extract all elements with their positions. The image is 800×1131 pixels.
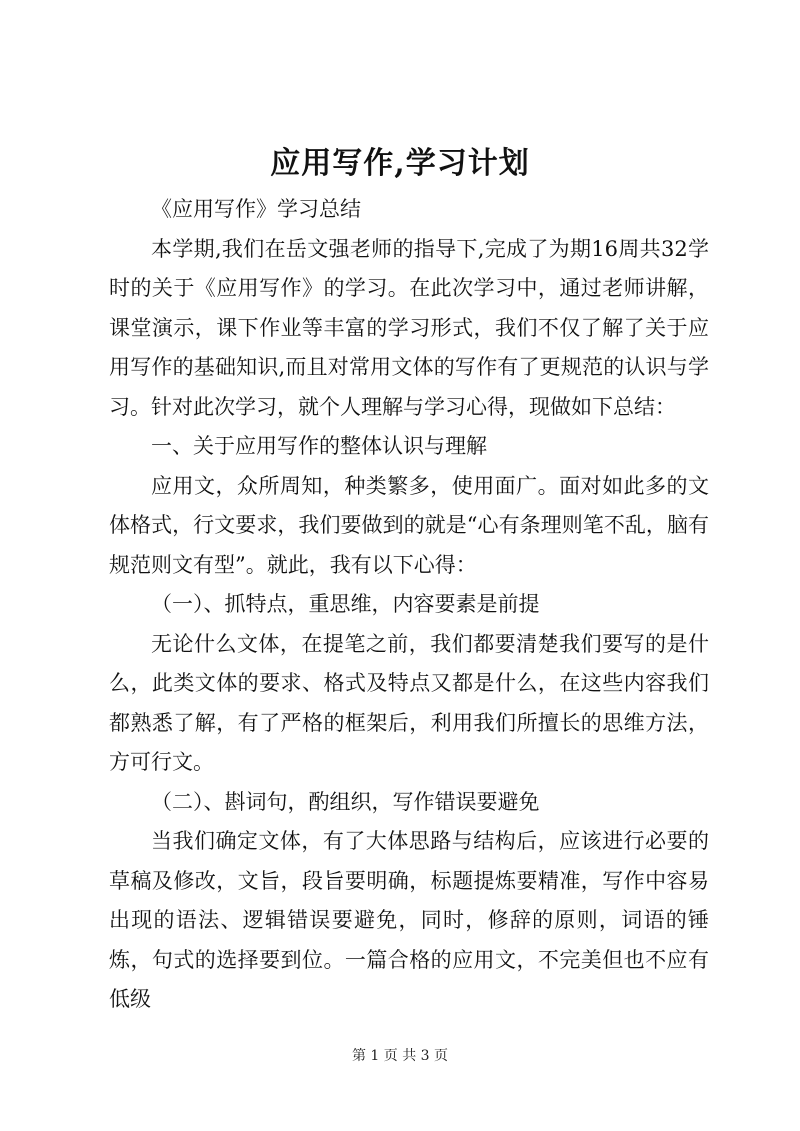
page-number-footer: 第 1 页 共 3 页 bbox=[351, 1048, 449, 1064]
paragraph-subsection-1: 无论什么文体，在提笔之前，我们都要清楚我们要写的是什么，此类文体的要求、格式及特点又都是什么，在这些内容我们都熟悉了解，有了严格的框架后，利用我们所擅长的思维方法，方可行文。 bbox=[109, 631, 709, 774]
section-heading-1: 一、关于应用写作的整体认识与理解 bbox=[151, 434, 487, 458]
paragraph-section-1: 应用文，众所周知，种类繁多，使用面广。面对如此多的文体格式，行文要求，我们要做到的就是“心有条理则笔不乱，脑有规范则文有型”。就此，我有以下心得： bbox=[109, 473, 709, 577]
subsection-heading-2: （二）、斟词句，酌组织，写作错误要避免 bbox=[151, 789, 540, 814]
paragraph-subtitle: 《应用写作》学习总结 bbox=[151, 197, 361, 221]
document-title: 应用写作,学习计划 bbox=[270, 146, 530, 181]
paragraph-subsection-2: 当我们确定文体，有了大体思路与结构后，应该进行必要的草稿及修改，文旨，段旨要明确，标题提炼要精准，写作中容易出现的语法、逻辑错误要避免，同时，修辞的原则，词语的锤炼，句式的选择要到位。一篇合格的应用文，不完美但也不应有低级 bbox=[109, 829, 709, 1011]
document-body bbox=[109, 190, 709, 1020]
paragraph-intro: 本学期,我们在岳文强老师的指导下,完成了为期16周共32学时的关于《应用写作》的学习。在此次学习中，通过老师讲解，课堂演示，课下作业等丰富的学习形式，我们不仅了解了关于应用写作的基础知识,而且对常用文体的写作有了更规范的认识与学习。针对此次学习，就个人理解与学习心得，现做如下总结： bbox=[109, 236, 709, 419]
subsection-heading-1: （一）、抓特点，重思维，内容要素是前提 bbox=[151, 592, 540, 616]
